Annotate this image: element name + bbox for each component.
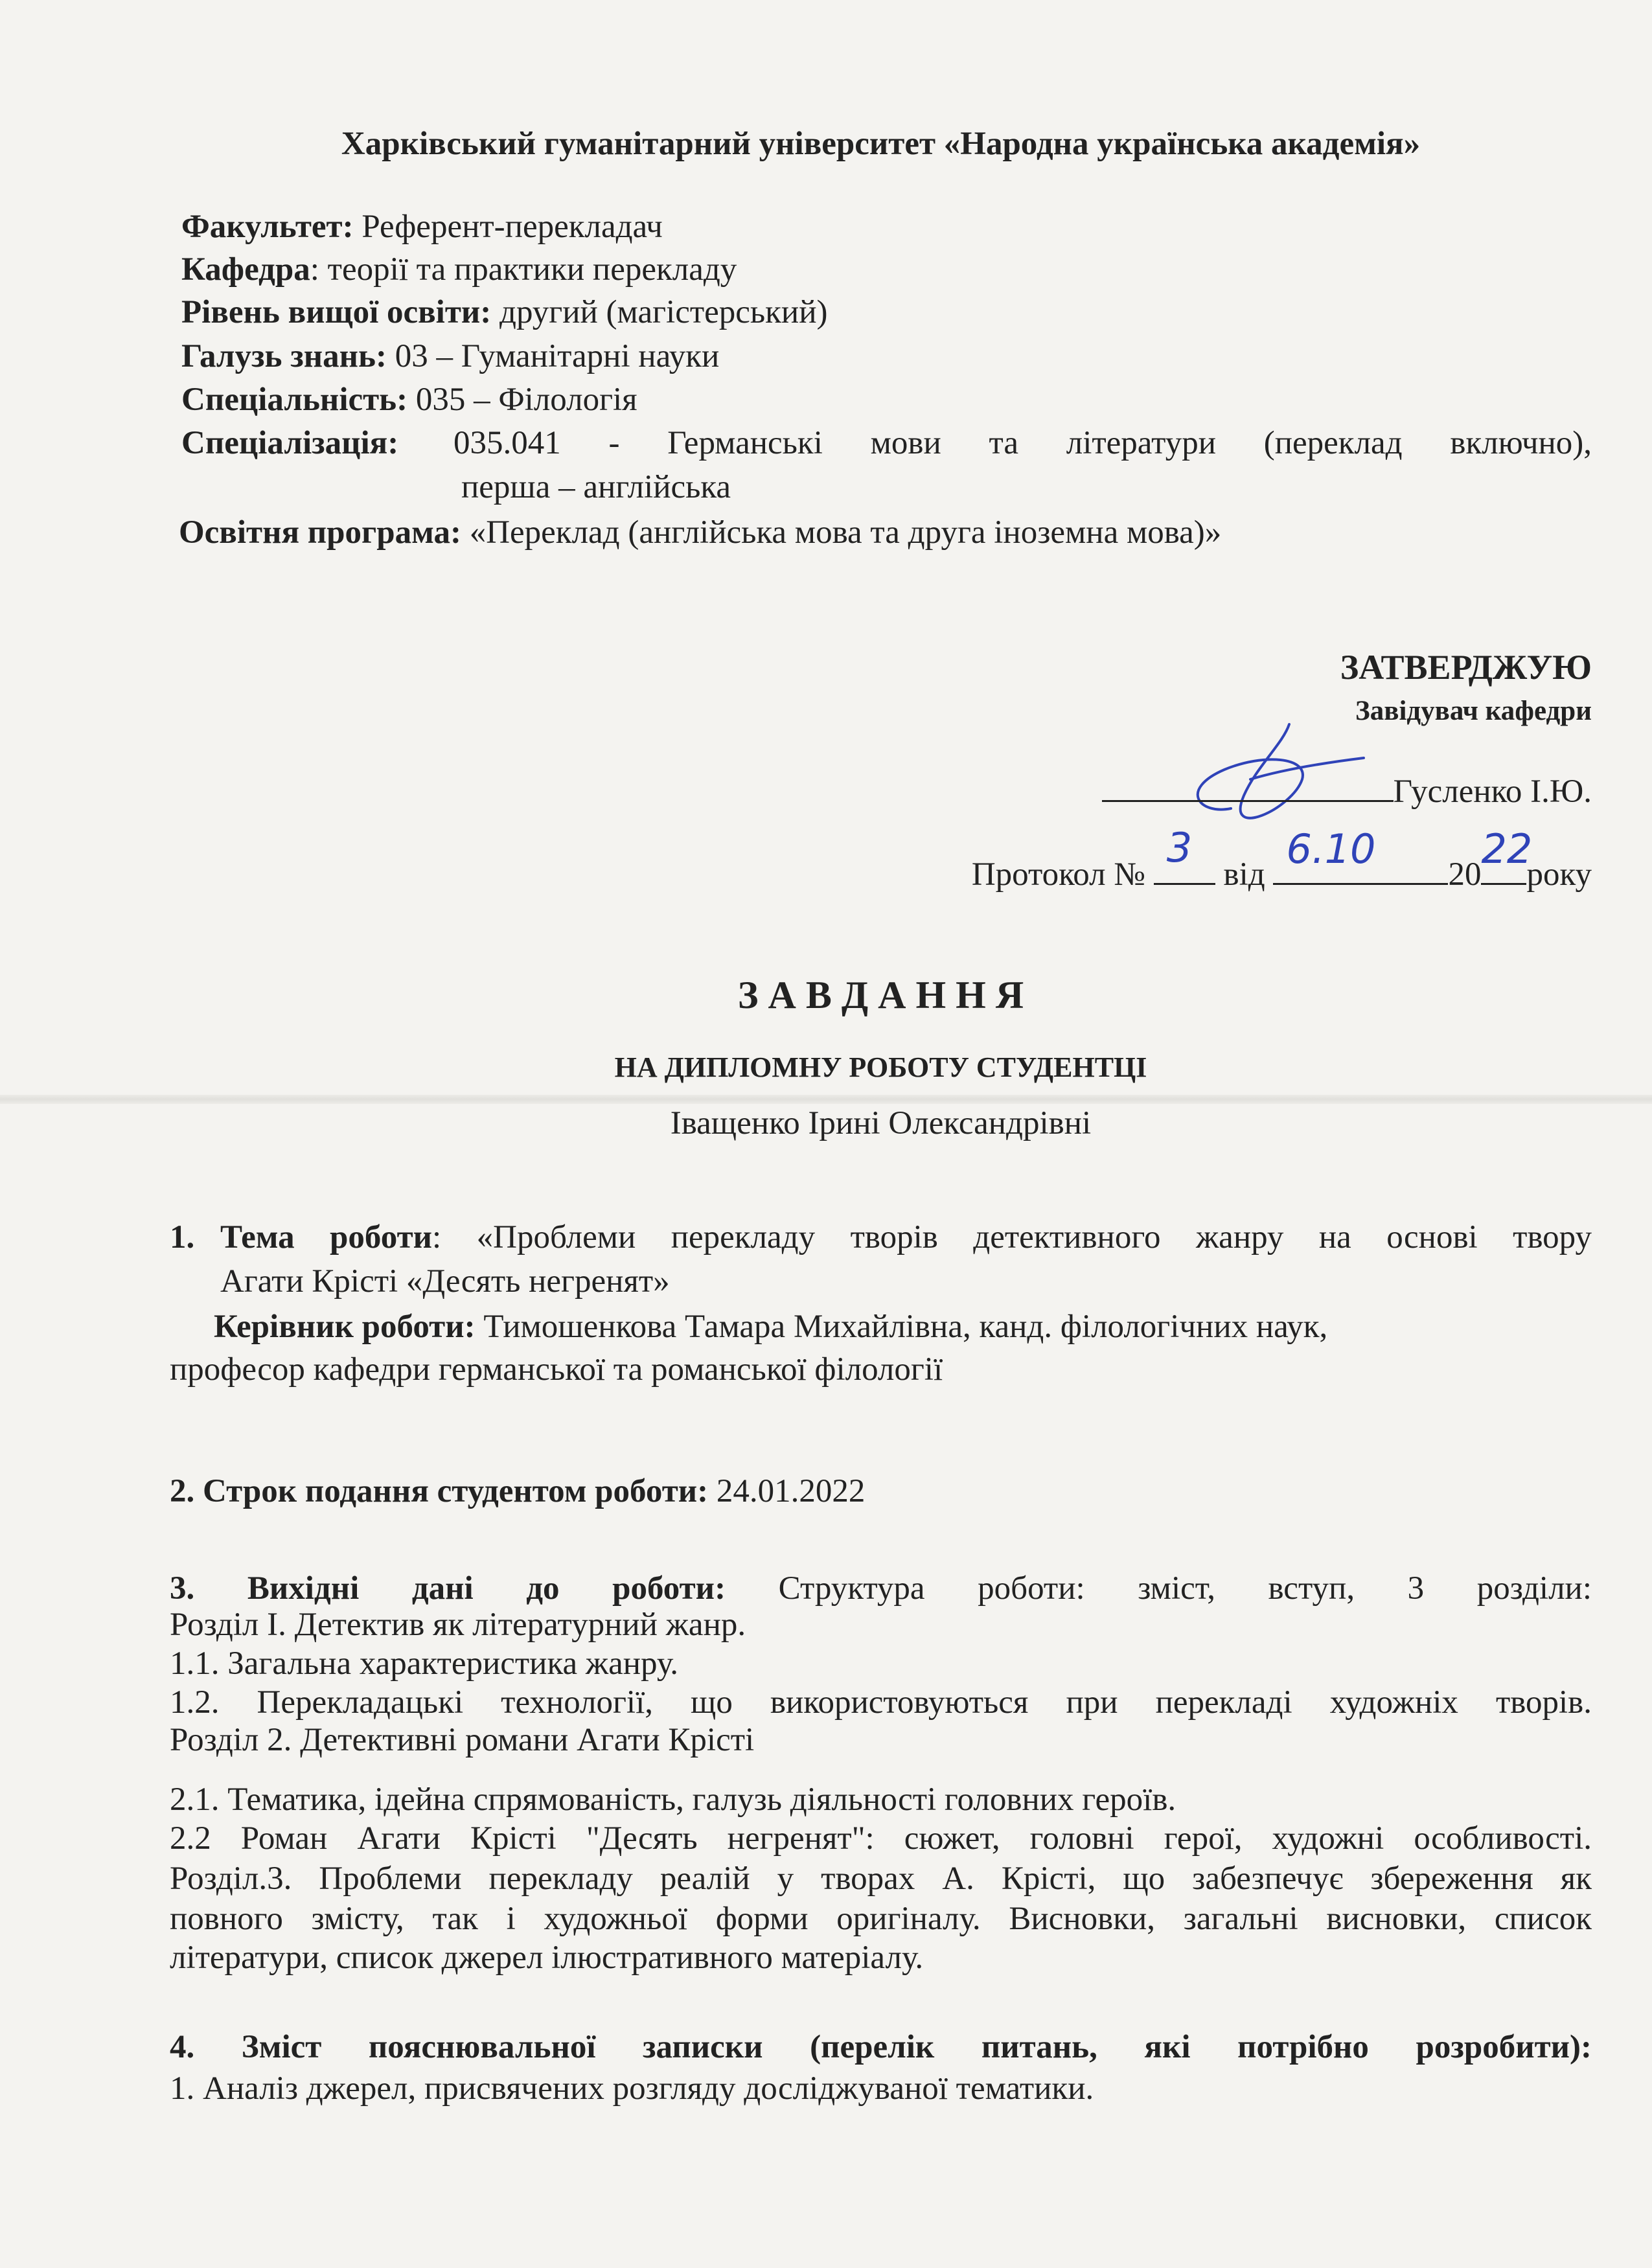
program-label: Освітня програма: [179,514,461,551]
knowledge-field-line [181,336,1603,377]
input-line-3: 1.2. Перекладацькі технології, що використовуються при перекладі художніх творів. [170,1684,1592,1721]
education-level-label: Рівень вищої освіти: [181,294,492,330]
document-title: З А В Д А Н Н Я [737,974,1024,1016]
topic-text-1: : «Проблеми перекладу творів детективного жанру на основі твору [432,1219,1592,1255]
head-name: Гусленко І.Ю. [1393,773,1592,810]
protocol-line [842,824,1592,895]
input-line-6: 2.2 Роман Агати Крісті "Десять негренят": сюжет, головні герої, художні особливості. [170,1820,1592,1857]
year-blank [1481,825,1533,885]
input-line-1: Розділ І. Детектив як літературний жанр. [170,1607,746,1643]
program-value: «Переклад (англійська мова та друга іноземна мова)» [461,514,1222,551]
protocol-label: Протокол № [971,856,1145,893]
supervisor-line-1 [214,1306,1636,1347]
year-word: року [1526,856,1592,893]
contents-label: 4. Зміст пояснювальної записки (перелік питань, які потрібно розробити): [170,2029,1592,2065]
topic-label: Тема роботи [220,1219,433,1255]
specialization-label: Спеціалізація: [181,425,399,461]
protocol-number: 3 [1166,824,1193,871]
input-line-9: літератури, список джерел ілюстративного матеріалу. [170,1940,924,1976]
student-name: Іващенко Ірині Олександрівні [670,1105,1092,1141]
protocol-number-blank [1154,824,1215,885]
education-level-line [181,292,1603,333]
topic-number: 1. [170,1219,195,1255]
input-line-4: Розділ 2. Детективні романи Агати Крісті [170,1722,755,1758]
contents-line-1: 1. Аналіз джерел, присвячених розгляду досліджуваної тематики. [170,2070,1094,2107]
university-name: Харківський гуманітарний університет «Народна українська академія» [341,126,1421,162]
year-prefix: 20 [1448,856,1482,893]
head-of-department: Завідувач кафедри [1355,696,1592,726]
program-line [179,512,1601,553]
input-data-line [170,1568,1592,1609]
from-label: від [1223,856,1265,893]
input-line-2: 1.1. Загальна характеристика жанру. [170,1645,678,1682]
speciality-label: Спеціальність: [181,382,408,418]
topic-line-1 [220,1217,1592,1258]
input-data-label: 3. Вихідні дані до роботи: [170,1570,726,1607]
faculty-value: Референт-перекладач [353,209,663,245]
knowledge-field-value: 03 – Гуманітарні науки [386,338,720,374]
knowledge-field-label: Галузь знань: [181,338,387,374]
protocol-date: 6.10 [1286,825,1376,873]
speciality-value: 035 – Філологія [407,382,637,418]
input-data-first: Структура роботи: зміст, вступ, 3 розділи: [726,1570,1592,1607]
department-value: : теорії та практики перекладу [310,251,737,288]
education-level-value: другий (магістерський) [491,294,828,330]
faculty-label: Факультет: [181,209,354,245]
deadline-label: 2. Строк подання студентом роботи: [170,1473,709,1509]
approve-heading: ЗАТВЕРДЖУЮ [1340,648,1592,687]
specialization-value-2: перша – англійська [461,469,731,505]
input-line-8: повного змісту, так і художньої форми оригіналу. Висновки, загальні висновки, список [170,1901,1592,1937]
supervisor-line-2: професор кафедри германської та романської філології [170,1351,943,1388]
signature-blank [1102,772,1394,802]
signature-line [972,771,1592,812]
topic-line-2: Агати Крісті «Десять негренят» [220,1263,670,1300]
deadline-line [170,1471,1592,1512]
speciality-line [181,379,1603,420]
deadline-value: 24.01.2022 [708,1473,866,1509]
year-suffix: 22 [1481,825,1533,873]
supervisor-text-1: Тимошенкова Тамара Михайлівна, канд. філологічних наук, [475,1309,1328,1345]
department-label: Кафедра [181,251,310,288]
faculty-line [181,206,1603,247]
input-line-5: 2.1. Тематика, ідейна спрямованість, галузь діяльності головних героїв. [170,1781,1176,1818]
input-line-7: Розділ.3. Проблеми перекладу реалій у творах А. Крісті, що забезпечує збереження як [170,1861,1592,1897]
date-blank [1273,825,1448,885]
department-line [181,249,1603,290]
specialization-value-1: 035.041 - Германські мови та літератури (переклад включно), [453,425,1592,461]
supervisor-label: Керівник роботи: [214,1309,476,1345]
document-subtitle: НА ДИПЛОМНУ РОБОТУ СТУДЕНТЦІ [614,1051,1147,1083]
